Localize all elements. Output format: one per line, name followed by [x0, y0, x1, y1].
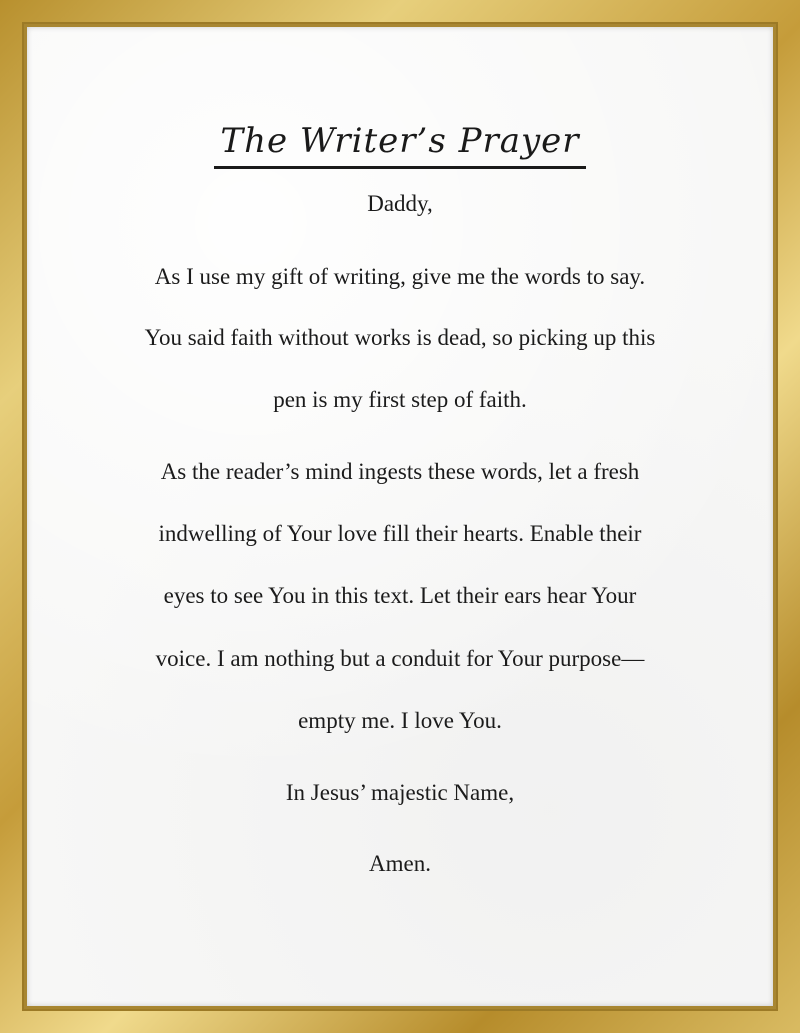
title-container [27, 123, 773, 169]
paragraph1-line2: You said faith without works is dead, so picking up this [144, 325, 656, 350]
prayer-page [27, 27, 773, 1006]
paragraph2-line2: indwelling of Your love fill their hearts. Enable their [158, 521, 642, 546]
paragraph2-line5: empty me. I love You. [298, 708, 502, 733]
paragraph1-line3: pen is my first step of faith. [273, 387, 527, 412]
page-title: The Writer’s Prayer [214, 123, 585, 169]
signoff: Amen. [369, 851, 431, 876]
paragraph2-line4: voice. I am nothing but a conduit for Your purpose— [155, 646, 645, 671]
closing-line: In Jesus’ majestic Name, [285, 780, 515, 805]
salutation: Daddy, [367, 191, 433, 216]
paragraph1-line1: As I use my gift of writing, give me the words to say. [154, 264, 646, 289]
paragraph2-line1: As the reader’s mind ingests these words, let a fresh [160, 459, 640, 484]
paragraph2-line3: eyes to see You in this text. Let their ears hear Your [163, 583, 637, 608]
